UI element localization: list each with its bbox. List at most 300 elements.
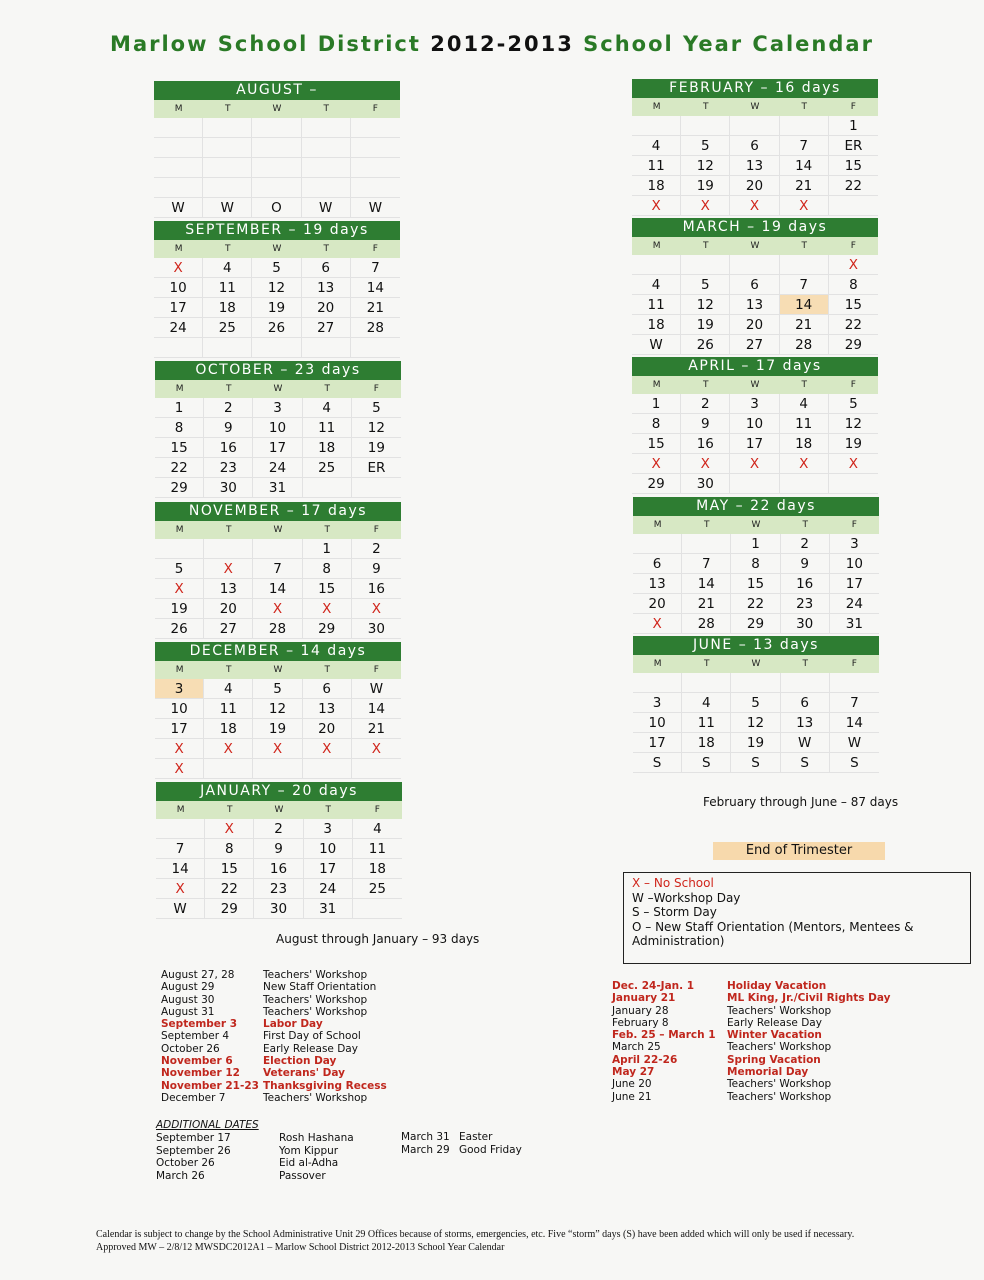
day-cell: S [633,753,682,773]
day-cell [302,158,351,178]
day-cell: 7 [780,136,829,156]
weekday-label: T [325,805,331,815]
day-cell [203,178,252,198]
day-cell: 13 [302,278,351,298]
day-cell: 31 [830,614,879,634]
day-cell: W [302,198,351,218]
day-cell: 15 [829,156,878,176]
day-cell: 10 [155,699,204,719]
event-description: Thanksgiving Recess [263,1079,387,1092]
day-cell: 15 [155,438,204,458]
event-row [612,1017,891,1029]
day-cell: 29 [155,478,204,498]
weekday-label: F [372,104,378,114]
weekday-label: W [272,244,282,254]
weekday-header-row [632,376,878,394]
title-year: 2012-2013 [430,32,574,56]
day-grid [632,116,878,216]
event-description: Election Day [263,1055,337,1068]
month-header: JANUARY – 20 days [156,782,402,801]
day-cell: W [781,733,830,753]
day-cell: 11 [632,295,681,315]
event-date: Dec. 24-Jan. 1 [612,980,695,992]
legend-workshop: W –Workshop Day [632,890,741,905]
day-cell: X [204,559,253,579]
day-cell [730,255,779,275]
day-cell [351,338,400,358]
day-cell: 7 [682,554,731,574]
day-cell: X [155,579,204,599]
event-description: Teachers' Workshop [727,1078,832,1091]
weekday-label: F [850,102,856,112]
day-cell [252,118,301,138]
day-cell: 16 [681,434,730,454]
month-block [154,81,400,218]
footer-note [96,1228,916,1254]
day-cell: 9 [781,554,830,574]
day-cell: 29 [731,614,780,634]
event-row [161,1043,387,1055]
day-grid [155,679,401,779]
day-cell: S [731,753,780,773]
day-cell: 1 [155,398,204,418]
event-description: Teachers' Workshop [727,1041,832,1054]
event-date: September 3 [161,1018,238,1031]
month-header: MARCH – 19 days [632,218,878,237]
day-cell: 25 [303,458,352,478]
event-date: January 21 [612,992,676,1005]
day-cell: 17 [830,574,879,594]
day-cell: 4 [203,258,252,278]
event-description: Early Release Day [727,1016,822,1029]
title-district: Marlow School District [110,32,421,56]
day-cell: 3 [155,679,204,699]
event-date: November 6 [161,1055,233,1068]
day-cell: 24 [830,594,879,614]
event-description: Teachers' Workshop [727,1090,832,1103]
weekday-label: T [801,380,807,390]
event-description: Teachers' Workshop [263,1005,368,1018]
additional-dates-column [156,1132,231,1182]
day-cell [154,138,203,158]
day-cell: 8 [303,559,352,579]
event-date: May 27 [612,1066,655,1079]
day-cell: 19 [253,719,302,739]
day-grid [155,539,401,639]
day-cell: 2 [254,819,303,839]
weekday-label: T [225,244,231,254]
event-date: August 31 [161,1005,215,1018]
day-cell: 20 [302,298,351,318]
day-cell: 30 [781,614,830,634]
month-block [632,79,878,216]
weekday-header-row [154,100,400,118]
day-cell: 12 [352,418,401,438]
event-date: October 26 [161,1042,220,1055]
day-cell [154,118,203,138]
day-cell: 13 [633,574,682,594]
event-row [612,980,891,992]
day-cell [351,138,400,158]
weekday-label: T [324,384,330,394]
day-cell: 10 [304,839,353,859]
event-description: Winter Vacation [727,1029,822,1042]
day-cell [252,178,301,198]
day-cell: 30 [681,474,730,494]
weekday-header-row [632,237,878,255]
weekday-label: W [274,805,284,815]
day-cell: 18 [682,733,731,753]
day-cell: 20 [633,594,682,614]
event-description: ML King, Jr./Civil Rights Day [727,992,891,1005]
day-cell [204,759,253,779]
day-cell: ER [352,458,401,478]
weekday-label: M [652,102,661,112]
day-cell: 18 [780,434,829,454]
weekday-label: M [174,244,183,254]
day-cell: 21 [780,315,829,335]
day-cell [352,478,401,498]
day-cell [351,118,400,138]
month-block [156,782,402,919]
day-cell: W [156,899,205,919]
day-cell: X [352,599,401,619]
day-cell: 5 [155,559,204,579]
event-row [161,994,387,1006]
day-cell: 14 [682,574,731,594]
day-cell [252,138,301,158]
day-cell: X [780,196,829,216]
day-cell: 20 [730,176,779,196]
day-cell: 9 [254,839,303,859]
day-cell [682,534,731,554]
month-header: MAY – 22 days [633,497,879,516]
weekday-label: W [751,659,761,669]
day-cell: X [632,196,681,216]
day-cell: X [352,739,401,759]
event-description: Spring Vacation [727,1053,821,1066]
day-cell: 1 [303,539,352,559]
day-cell: 17 [253,438,302,458]
day-cell: 26 [252,318,301,338]
weekday-label: T [323,244,329,254]
day-cell [154,338,203,358]
day-cell: 2 [781,534,830,554]
day-cell: 4 [204,679,253,699]
day-cell: 11 [780,414,829,434]
event-date: April 22-26 [612,1053,678,1066]
day-cell: 1 [829,116,878,136]
day-cell: 12 [252,278,301,298]
day-cell: 31 [304,899,353,919]
day-cell: 8 [205,839,254,859]
event-description: Memorial Day [727,1066,809,1079]
day-cell: 2 [352,539,401,559]
day-cell: O [252,198,301,218]
weekday-label: T [704,520,710,530]
day-cell: 17 [633,733,682,753]
additional-date: September 26 [156,1144,231,1157]
additional-date: March 29 [401,1143,450,1156]
event-description: Teachers' Workshop [727,1004,832,1017]
day-cell: 4 [632,275,681,295]
day-cell: 3 [253,398,302,418]
day-cell: 19 [681,176,730,196]
day-cell [252,158,301,178]
day-grid [154,258,400,358]
weekday-label: T [227,805,233,815]
day-cell: 25 [353,879,402,899]
day-cell [302,138,351,158]
day-cell [632,255,681,275]
day-cell: 28 [682,614,731,634]
day-cell: 6 [633,554,682,574]
weekday-label: T [324,525,330,535]
day-cell: 23 [781,594,830,614]
day-cell: W [632,335,681,355]
legend-no-school: X – No School [632,876,714,890]
event-description: Labor Day [263,1018,323,1031]
weekday-header-row [633,655,879,673]
weekday-label: M [176,805,185,815]
day-cell: X [154,258,203,278]
day-cell [204,539,253,559]
day-grid [155,398,401,498]
weekday-label: W [272,104,282,114]
event-date: June 21 [612,1090,652,1103]
weekday-label: T [704,659,710,669]
day-cell: 2 [204,398,253,418]
day-cell: 5 [829,394,878,414]
month-block [632,357,878,494]
day-cell: X [156,879,205,899]
day-cell [731,673,780,693]
day-cell: S [830,753,879,773]
day-cell: 11 [353,839,402,859]
day-cell: 19 [829,434,878,454]
day-cell: 14 [253,579,302,599]
day-cell: 22 [205,879,254,899]
day-cell [303,478,352,498]
event-row [161,981,387,993]
weekday-label: M [175,665,184,675]
day-cell: 29 [632,474,681,494]
event-row [161,1018,387,1030]
legend-storm: S – Storm Day [632,905,717,920]
weekday-label: M [652,380,661,390]
day-cell [830,673,879,693]
day-cell [156,819,205,839]
day-cell: 20 [303,719,352,739]
weekday-label: F [850,380,856,390]
event-description: Teachers' Workshop [263,1091,368,1104]
weekday-label: T [323,104,329,114]
day-cell [781,673,830,693]
legend-box [623,872,971,964]
day-cell: 11 [303,418,352,438]
month-block [154,221,400,358]
day-cell [780,474,829,494]
day-cell [633,534,682,554]
event-row [612,1041,891,1053]
day-cell: 22 [829,176,878,196]
day-cell: 6 [730,136,779,156]
day-cell: 1 [632,394,681,414]
event-row [161,969,387,981]
additional-name: Yom Kippur [279,1144,339,1157]
day-cell: 14 [780,295,829,315]
day-cell: 15 [632,434,681,454]
day-cell: 13 [781,713,830,733]
day-grid [156,819,402,919]
weekday-header-row [633,516,879,534]
day-cell [352,759,401,779]
additional-name: Rosh Hashana [279,1132,354,1144]
weekday-label: M [653,520,662,530]
additional-date: March 26 [156,1169,205,1182]
day-cell [203,118,252,138]
day-cell: W [203,198,252,218]
day-cell [253,539,302,559]
day-cell: 4 [682,693,731,713]
day-cell: X [681,196,730,216]
day-cell: 18 [632,176,681,196]
day-cell: X [155,759,204,779]
event-date: June 20 [612,1078,652,1091]
day-cell: 13 [730,156,779,176]
event-description: New Staff Orientation [263,981,377,994]
additional-name: Good Friday [459,1143,522,1156]
day-cell: 7 [253,559,302,579]
day-cell [633,673,682,693]
additional-dates-title: ADDITIONAL DATES [156,1119,259,1131]
day-cell: W [352,679,401,699]
day-cell: X [253,739,302,759]
day-cell: X [730,196,779,216]
weekday-label: T [802,659,808,669]
day-cell: 14 [352,699,401,719]
weekday-label: T [703,102,709,112]
weekday-label: T [703,380,709,390]
additional-name: Passover [279,1169,326,1182]
weekday-label: F [850,241,856,251]
event-row [161,1067,387,1079]
day-cell: 27 [730,335,779,355]
day-cell: 15 [731,574,780,594]
event-row [161,1030,387,1042]
day-cell: 3 [633,693,682,713]
month-header: AUGUST – [154,81,400,100]
weekday-label: T [226,525,232,535]
additional-names-column [279,1132,354,1182]
day-cell [303,759,352,779]
day-cell: 12 [731,713,780,733]
day-cell: X [829,255,878,275]
day-cell [155,539,204,559]
summary-feb-jun: February through June – 87 days [703,795,899,809]
event-description: Teachers' Workshop [263,993,368,1006]
event-row [612,1078,891,1090]
day-cell: S [682,753,731,773]
day-cell: 8 [731,554,780,574]
events-list-right [612,980,891,1103]
page-title [0,32,984,56]
day-cell: 6 [781,693,830,713]
event-date: February 8 [612,1016,669,1029]
day-cell: X [730,454,779,474]
day-cell: 13 [730,295,779,315]
weekday-label: T [802,520,808,530]
day-cell: 5 [253,679,302,699]
day-cell: 11 [632,156,681,176]
event-description: Holiday Vacation [727,980,827,992]
day-cell: 4 [780,394,829,414]
footer-line-1: Calendar is subject to change by the School Administrative Unit 29 Offices because of storms, emergencies, etc. Five “storm” days (S) have been added which will only be used if necessary. [96,1229,855,1240]
day-cell [351,178,400,198]
day-cell: 11 [204,699,253,719]
day-cell: 12 [829,414,878,434]
weekday-header-row [155,380,401,398]
day-cell: 9 [352,559,401,579]
event-row [161,1080,387,1092]
day-cell: 27 [302,318,351,338]
day-cell: X [155,739,204,759]
weekday-label: T [801,241,807,251]
day-cell [154,178,203,198]
month-header: DECEMBER – 14 days [155,642,401,661]
day-cell: 3 [730,394,779,414]
day-cell: 23 [254,879,303,899]
weekday-label: F [372,244,378,254]
weekday-label: M [175,525,184,535]
day-cell: 16 [781,574,830,594]
day-cell [681,116,730,136]
month-header: APRIL – 17 days [632,357,878,376]
day-cell: 10 [730,414,779,434]
day-cell: 4 [303,398,352,418]
weekday-label: W [750,241,760,251]
day-cell: 6 [303,679,352,699]
event-row [612,992,891,1004]
day-cell: 10 [830,554,879,574]
day-cell: X [633,614,682,634]
weekday-label: F [373,665,379,675]
day-cell: 12 [681,156,730,176]
day-cell: 21 [682,594,731,614]
weekday-header-row [155,661,401,679]
day-cell: 17 [730,434,779,454]
day-cell: X [303,739,352,759]
month-header: JUNE – 13 days [633,636,879,655]
day-cell: 26 [155,619,204,639]
day-cell: 11 [203,278,252,298]
day-cell [203,158,252,178]
day-cell: 23 [204,458,253,478]
weekday-label: W [273,665,283,675]
event-date: January 28 [612,1004,669,1017]
legend-orientation: O – New Staff Orientation (Mentors, Mentees & Administration) [632,919,914,949]
day-grid [633,534,879,634]
day-cell [682,673,731,693]
day-cell: 14 [156,859,205,879]
day-cell: 5 [352,398,401,418]
day-cell: 5 [252,258,301,278]
weekday-label: T [801,102,807,112]
weekday-header-row [155,521,401,539]
month-header: NOVEMBER – 17 days [155,502,401,521]
day-cell: 16 [204,438,253,458]
day-cell: 14 [351,278,400,298]
